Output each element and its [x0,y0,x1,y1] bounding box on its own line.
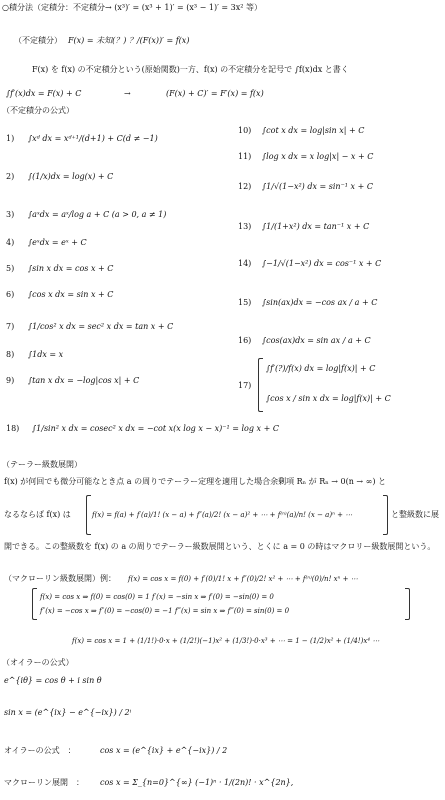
euler-formula: e^{iθ} = cos θ + i sin θ [4,676,102,685]
maclaurin-row: f(x) = cos x ⇒ f(0) = cos(0) = 1 f′(x) = −sin x ⇒ f′(0) = −sin(0) = 0 [40,593,274,601]
formula-number: 18) [6,424,20,433]
formula: ∫1/√(1−x²) dx = sin⁻¹ x + C [262,182,373,191]
formula: ∫eˣdx = eˣ + C [28,238,87,247]
maclaurin-row: f″(x) = −cos x ⇒ f″(0) = −cos(0) = −1 f‴(x) = sin x ⇒ f‴(0) = sin(0) = 0 [40,607,290,615]
formula-number: 2) [6,172,15,181]
euler-sine: sin x = (e^{ix} − e^{−ix}) / 2ⁱ [4,708,132,717]
relation-derivative: (F(x) + C)′ = F′(x) = f(x) [166,89,264,98]
formula-number: 4) [6,238,15,247]
formula: ∫f′(?)/f(x) dx = log|f(x)| + C [266,364,376,373]
formula: ∫sin(ax)dx = −cos ax / a + C [262,298,378,307]
taylor-paragraph: なるならば f(x) は [4,510,71,519]
formula-number: 12) [238,182,252,191]
formulas-title: （不定積分の公式） [2,106,74,115]
taylor-paragraph: f(x) が何回でも微分可能なとき点 a の周りでテーラー定理を適用した場合余剰項 Rₙ が Rₙ → 0(n → ∞) と [4,477,386,486]
formula-number: 9) [6,376,15,385]
taylor-title: （テーラー級数展開） [2,460,82,469]
maclaurin-bracket-right [405,588,410,620]
formula-number: 14) [238,259,252,268]
page-title: ○積分法（定積分：不定積分→ (x³)′ = (x³ + 1)′ = (x³ − 1)′ = 3x² 等） [2,3,263,12]
formula-number: 10) [238,126,252,135]
formula: ∫cos(ax)dx = sin ax / a + C [262,336,371,345]
formula-number: 7) [6,322,15,331]
taylor-formula: f(x) = f(a) + f′(a)/1! (x − a) + f″(a)/2! (x − a)² + ⋯ + f⁽ⁿ⁾(a)/n! (x − a)ⁿ + ⋯ [92,511,353,519]
formula: ∫cos x / sin x dx = log|f(x)| + C [266,394,391,403]
arrow-icon: → [124,89,131,98]
formula: ∫log x dx = x log|x| − x + C [262,152,374,161]
formula: ∫tan x dx = −log|cos x| + C [28,376,140,385]
maclaurin-cosine: cos x = Σ_{n=0}^{∞} (−1)ⁿ · 1/(2n)! · x^{2n}, [100,778,294,787]
formula: ∫1/sin² x dx = cosec² x dx = −cot x(x log x − x)⁻¹ = log x + C [32,424,279,433]
relation-integral: ∫f′(x)dx = F(x) + C [6,89,82,98]
taylor-paragraph: と整級数に展 [391,510,439,519]
maclaurin-bracket-left [32,588,37,620]
formula-number: 11) [238,152,252,161]
formula: ∫1dx = x [28,350,64,359]
indefinite-label: （不定積分） [14,36,62,45]
maclaurin-formula: f(x) = cos x = f(0) + f′(0)/1! x + f″(0)/2! x² + ⋯ + f⁽ⁿ⁾(0)/n! xⁿ + ⋯ [128,575,358,583]
formula-number: 13) [238,222,252,231]
formula-number: 3) [6,210,15,219]
formula-number: 17) [238,381,252,390]
euler-title: （オイラーの公式） [2,658,74,667]
formula-number: 1) [6,134,15,143]
euler-label: オイラーの公式 ： [4,746,76,755]
maclaurin-title: （マクローリン級数展開）例： [4,574,116,583]
formula: ∫xᵈ dx = xᵈ⁺¹/(d+1) + C(d ≠ −1) [28,134,158,143]
taylor-bracket-left [86,495,91,535]
formula: ∫−1/√(1−x²) dx = cos⁻¹ x + C [262,259,382,268]
taylor-paragraph: 開できる。この整級数を f(x) の a の周りでテーラー級数展開という、とくに a = 0 の時はマクロリー級数展開という。 [4,542,436,551]
formula: ∫1/cos² x dx = sec² x dx = tan x + C [28,322,174,331]
maclaurin-label: マクローリン展開 ： [4,778,84,787]
maclaurin-result: f(x) = cos x = 1 + (1/1!)·0·x + (1/2!)(−1)x² + (1/3!)·0·x³ + ⋯ = 1 − (1/2)x² + (1/4!)x⁴ ⋯ [72,637,380,645]
formula-number: 6) [6,290,15,299]
indefinite-equation: F(x) = 未知(？) ？/(F(x))′ = f(x) [68,36,190,45]
formula-number: 5) [6,264,15,273]
indefinite-description: F(x) を f(x) の不定積分という(原始関数)一方、f(x) の不定積分を記号で ∫f(x)dx と書く [32,65,349,74]
formula-number: 16) [238,336,252,345]
formula: ∫sin x dx = cos x + C [28,264,114,273]
taylor-bracket-right [383,495,388,535]
formula-number: 15) [238,298,252,307]
formula: ∫cot x dx = log|sin x| + C [262,126,365,135]
formula-17-bracket [258,358,263,412]
euler-cosine: cos x = (e^{ix} + e^{−ix}) / 2 [100,746,228,755]
formula-number: 8) [6,350,15,359]
formula: ∫cos x dx = sin x + C [28,290,114,299]
formula: ∫aˣdx = aˣ/log a + C (a > 0, a ≠ 1) [28,210,167,219]
formula: ∫(1/x)dx = log(x) + C [28,172,114,181]
formula: ∫1/(1+x²) dx = tan⁻¹ x + C [262,222,370,231]
